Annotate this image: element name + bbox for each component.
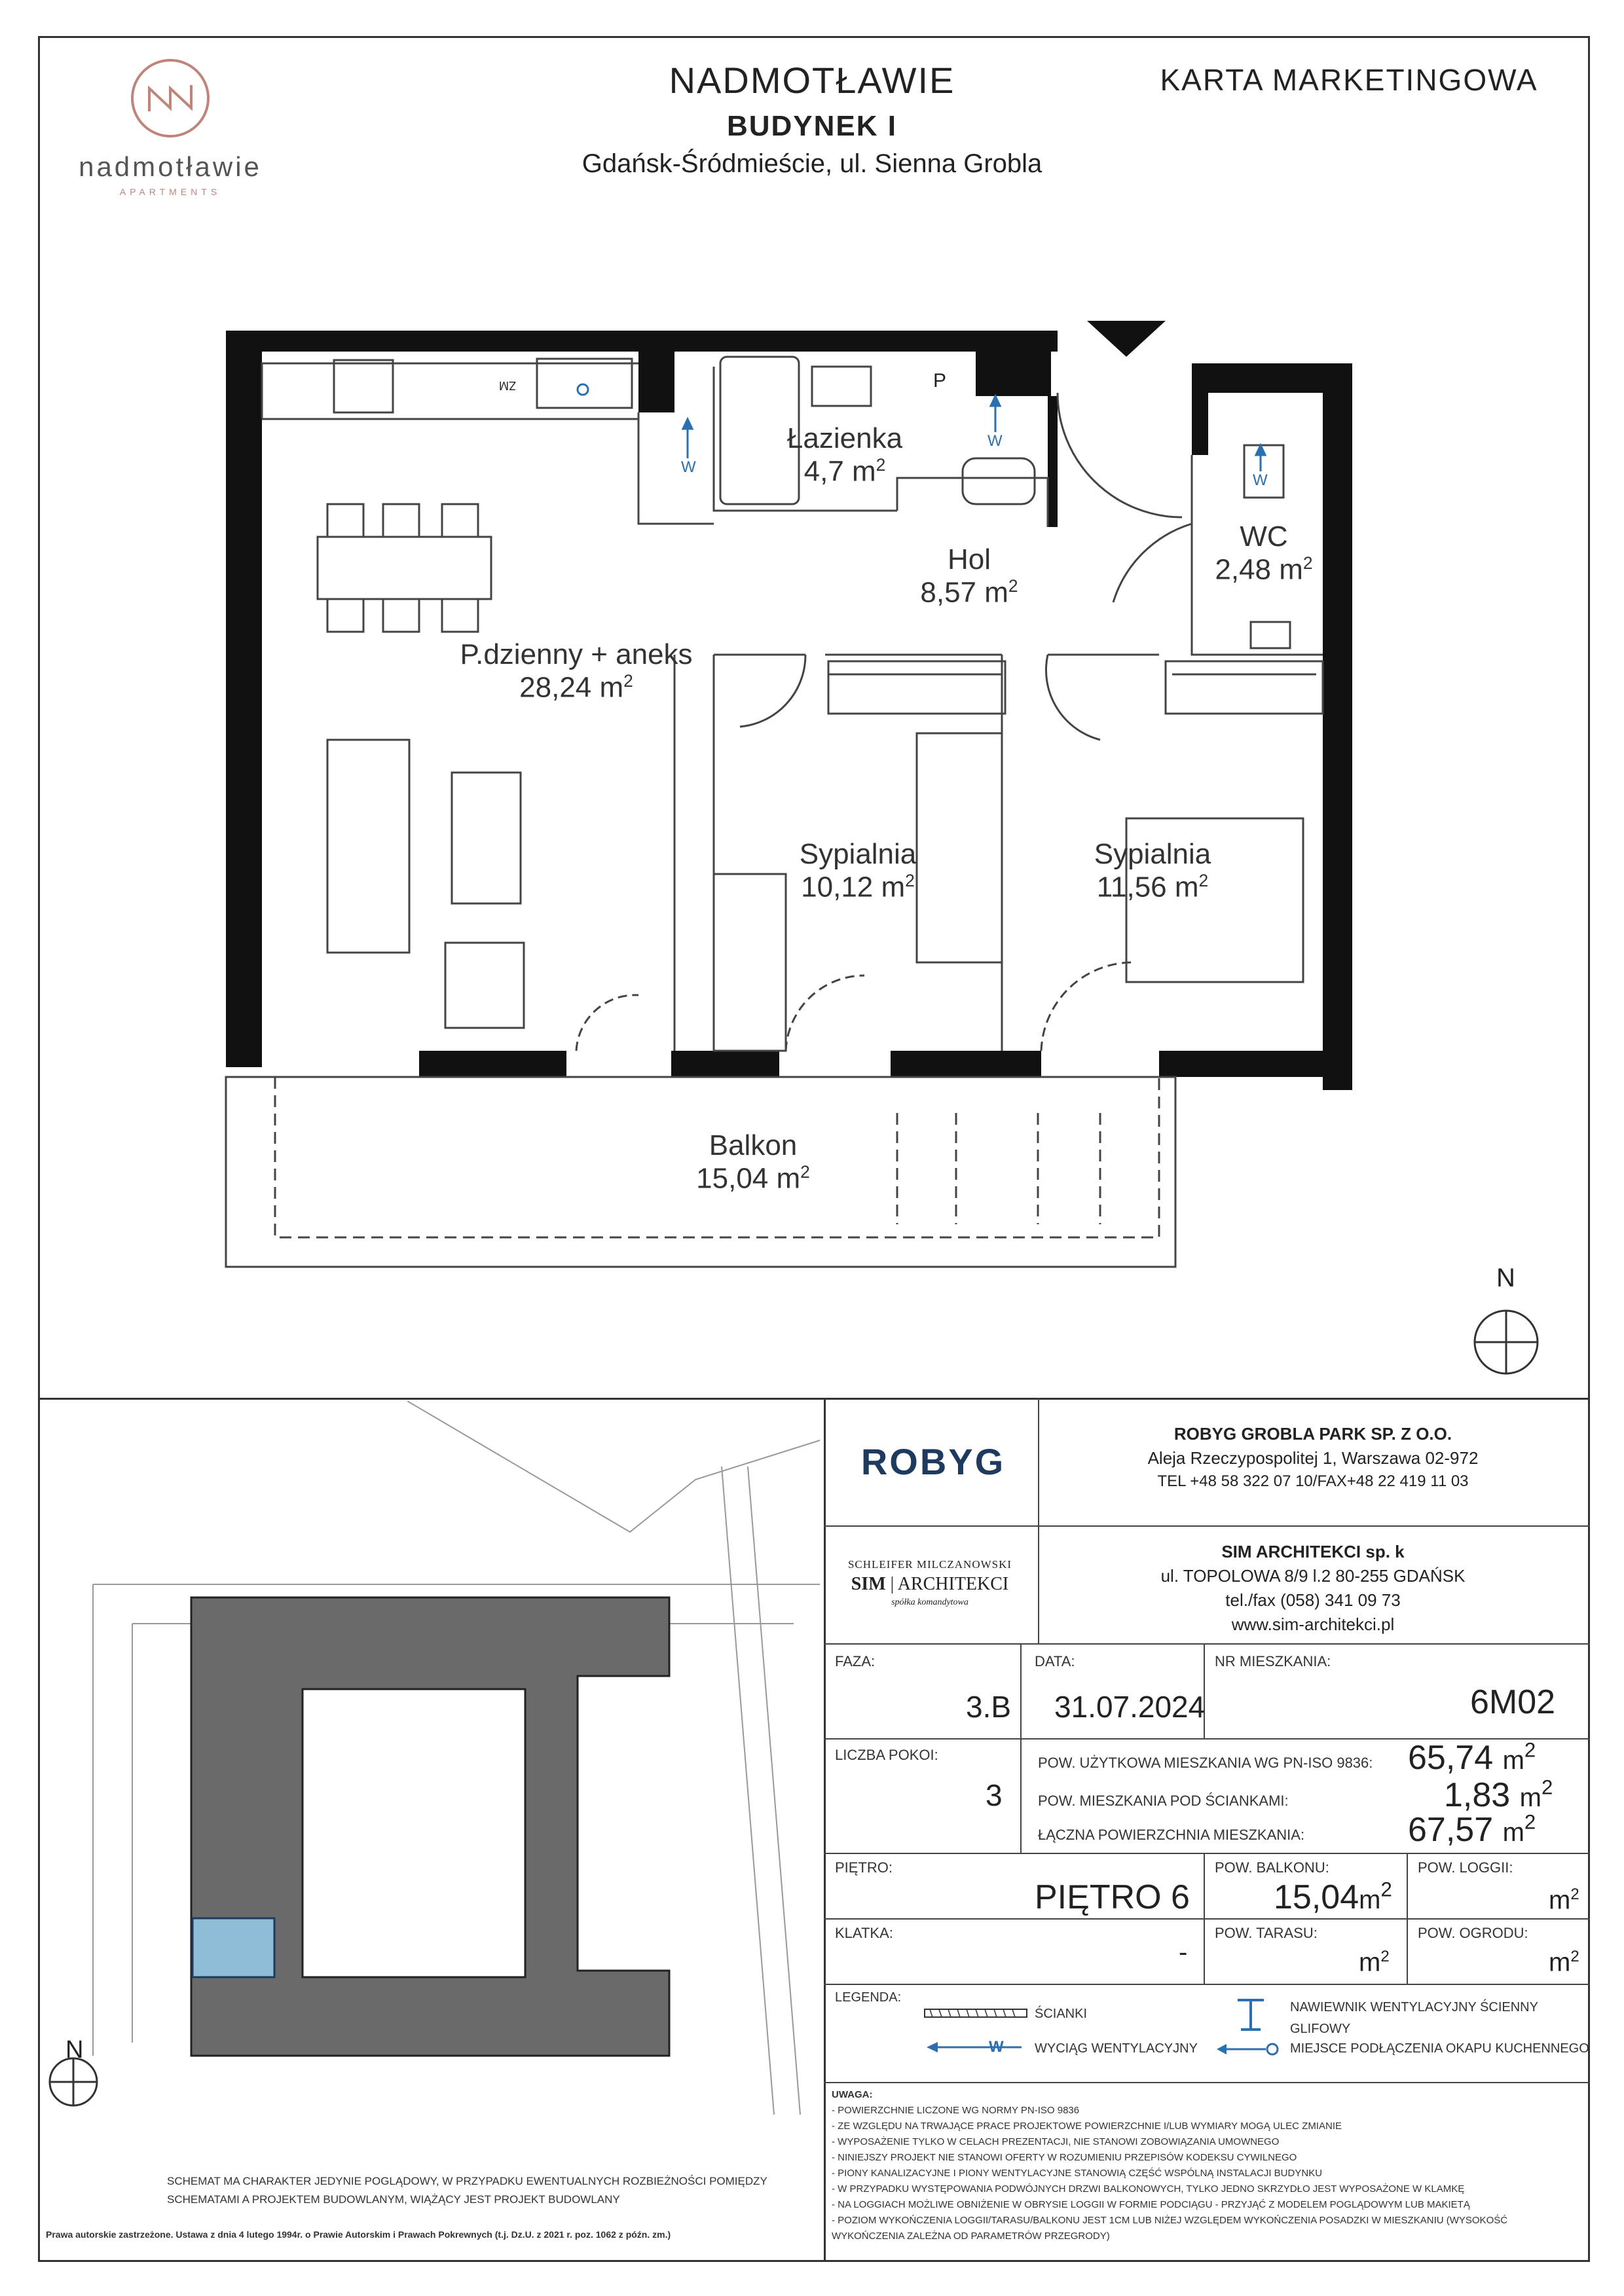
developer-name: ROBYG GROBLA PARK SP. Z O.O. [1173, 1424, 1452, 1444]
pow-uzyt-value: 65,74 $m^2$ [1408, 1738, 1536, 1777]
room-area: 4,7 $m^2$ [803, 455, 886, 488]
taras-unit: $m^2$ [1359, 1948, 1390, 1977]
project-address: Gdańsk-Śródmieście, ul. Sienna Grobla [581, 149, 1043, 178]
developer-address: Aleja Rzeczypospolitej 1, Warszawa 02-972 [1147, 1448, 1479, 1468]
room-area: 8,57 $m^2$ [920, 576, 1018, 609]
room-area: 10,12 $m^2$ [801, 871, 915, 903]
building-title: BUDYNEK I [726, 110, 898, 142]
site-north-label: N [65, 2036, 84, 2064]
pow-scianki-value: 1,83 $m^2$ [1444, 1776, 1553, 1814]
architect-logo [832, 1558, 1028, 1608]
vent-w-mark: W [987, 432, 1003, 450]
pow-laczna-label: ŁĄCZNA POWIERZCHNIA MIESZKANIA: [1038, 1827, 1305, 1843]
wall [891, 1051, 1041, 1077]
wall [1192, 363, 1342, 393]
pow-scianki-label: POW. MIESZKANIA POD ŚCIANKAMI: [1038, 1793, 1289, 1809]
developer-logo: ROBYG [860, 1441, 1006, 1482]
note-line: - POZIOM WYKOŃCZENIA LOGGII/TARASU/BALKONU JEST 1CM LUB NIŻEJ WZGLĘDEM WYKOŃCZENIA POSADZKI W MIESZKANIU (WYSOKOŚĆ [832, 2215, 1508, 2226]
copyright: Prawa autorskie zastrzeżone. Ustawa z dnia 4 lutego 1994r. o Prawie Autorskim i Prawach Pokrewnych (t.j. Dz.U. z 2021 r. poz. 1062 z późn. zm.) [46, 2229, 671, 2240]
developer-phone: TEL +48 58 322 07 10/FAX+48 22 419 11 03 [1157, 1472, 1469, 1490]
room-hol [871, 543, 1067, 610]
pow-laczna-value: 67,57 $m^2$ [1408, 1810, 1536, 1849]
ventilation-arrow-icon [923, 2039, 1028, 2055]
notes-block [832, 2087, 1585, 2244]
loggia-label: POW. LOGGII: [1418, 1859, 1513, 1876]
legend-nawiewnik: NAWIEWNIK WENTYLACYJNY ŚCIENNY GLIFOWY [1290, 2000, 1538, 2036]
balkon-value: $15,04m^2$ [1274, 1878, 1392, 1916]
architect-logo-top: SCHLEIFER MILCZANOWSKI [847, 1558, 1012, 1571]
room-area: 15,04 $m^2$ [696, 1162, 810, 1195]
wall [419, 1051, 566, 1077]
air-vent-icon [1234, 1997, 1267, 2036]
legend-okap: MIEJSCE PODŁĄCZENIA OKAPU KUCHENNEGO [1290, 2041, 1589, 2056]
top-section-divider [38, 1398, 1590, 1400]
klatka-label: KLATKA: [835, 1925, 893, 1941]
fridge-mark: ZM [499, 379, 516, 392]
notes-title: UWAGA: [832, 2089, 873, 2100]
architect-web: www.sim-architekci.pl [1231, 1614, 1395, 1634]
room-lazienka [740, 422, 950, 488]
room-area: 11,56 $m^2$ [1096, 871, 1209, 903]
wall [638, 347, 674, 412]
note-line: - NINIEJSZY PROJEKT NIE STANOWI OFERTY W ROZUMIENIU PRZEPISÓW KODEKSU CYWILNEGO [832, 2152, 1297, 2163]
note-line: - POWIERZCHNIE LICZONE WG NORMY PN-ISO 9836 [832, 2105, 1080, 2116]
room-name: Balkon [709, 1129, 798, 1161]
nr-label: NR MIESZKANIA: [1215, 1653, 1331, 1669]
note-line: - ZE WZGLĘDU NA TRWAJĄCE PRACE PROJEKTOWE POWIERZCHNIE I/LUB WYMIARY MOGĄ ULEC ZMIANIE [832, 2121, 1342, 2132]
entrance-arrow-icon [1087, 321, 1166, 357]
pietro-label: PIĘTRO: [835, 1859, 893, 1876]
room-name: Sypialnia [1094, 838, 1211, 870]
legend-scianki: ŚCIANKI [1035, 2007, 1088, 2021]
note-line: - WYPOSAŻENIE TYLKO W CELACH PREZENTACJI, NIE STANOWI ZOBOWIĄZANIA UMOWNEGO [832, 2136, 1280, 2147]
room-name: Sypialnia [799, 838, 917, 870]
pow-uzyt-label: POW. UŻYTKOWA MIESZKANIA WG PN-ISO 9836: [1038, 1755, 1373, 1771]
nr-value: 6M02 [1470, 1683, 1556, 1721]
room-balkon [655, 1129, 851, 1195]
architect-address: ul. TOPOLOWA 8/9 l.2 80-255 GDAŃSK [1160, 1566, 1466, 1586]
logo-sub: APARTMENTS [119, 187, 221, 197]
site-key-plan [41, 1401, 821, 2115]
room-sypialnia-2 [1054, 838, 1251, 904]
room-name: Łazienka [786, 422, 903, 454]
legend-wyciag: WYCIĄG WENTYLACYJNY [1035, 2041, 1198, 2056]
architect-logo-bottom: spółka komandytowa [891, 1597, 969, 1607]
architect-info [1048, 1542, 1578, 1635]
room-name: P.dzienny + aneks [460, 638, 693, 670]
note-line: - W PRZYPADKU WYSTĘPOWANIA PODWÓJNYCH DRZWI BALKONOWYCH, TYLKO JEDNO SKRZYDŁO JEST WYPOSAŻONE W KLAMKĘ [832, 2183, 1465, 2195]
wall [226, 655, 262, 766]
room-name: Hol [947, 543, 991, 575]
logo-name: nadmotławie [79, 151, 262, 182]
north-symbol-icon [50, 2058, 97, 2105]
apartment-highlight [193, 1918, 274, 1977]
room-sypialnia-1 [760, 838, 956, 904]
ogrod-unit: $m^2$ [1549, 1948, 1579, 1977]
room-name: WC [1240, 520, 1288, 553]
klatka-value: - [1179, 1938, 1188, 1967]
hood-connection-icon [1215, 2041, 1280, 2057]
parking-mark: P [933, 370, 947, 392]
wall-hatch-icon [923, 2007, 1028, 2020]
north-label: N [1496, 1264, 1515, 1292]
room-wc [1179, 520, 1349, 587]
vent-w-mark: W [1253, 471, 1268, 489]
project-title: NADMOTŁAWIE [669, 60, 955, 101]
taras-label: POW. TARASU: [1215, 1925, 1318, 1941]
developer-info [1048, 1424, 1578, 1491]
data-value: 31.07.2024 [1054, 1690, 1206, 1724]
note-line: - NA LOGGIACH MOŻLIWE OBNIŻENIE W OBRYSIE LOGGII W FORMIE PODCIĄGU - PRZYJĄĆ Z MODELEM POGLĄDOWYM LUB MAKIETĄ [832, 2199, 1470, 2210]
architect-name: SIM ARCHITEKCI sp. k [1221, 1542, 1405, 1561]
north-symbol-icon [1475, 1311, 1538, 1374]
architect-phone: tel./fax (058) 341 09 73 [1225, 1590, 1401, 1610]
wall [976, 347, 1051, 396]
faza-label: FAZA: [835, 1653, 876, 1669]
wall [1192, 363, 1208, 455]
note-line: - PIONY KANALIZACYJNE I PIONY WENTYLACYJNE STANOWIĄ CZĘŚĆ WSPÓLNĄ INSTALACJI BUDYNKU [832, 2168, 1323, 2179]
wall [1159, 1051, 1352, 1077]
wall [1048, 396, 1058, 527]
balkon-label: POW. BALKONU: [1215, 1859, 1329, 1876]
architect-logo-main: SIM | ARCHITEKCI [851, 1574, 1009, 1594]
data-label: DATA: [1035, 1653, 1075, 1669]
room-area: 2,48 $m^2$ [1215, 553, 1313, 586]
bottom-section-divider [824, 1398, 826, 2262]
room-dzienny [426, 638, 727, 704]
disclaimer: SCHEMAT MA CHARAKTER JEDYNIE POGLĄDOWY, W PRZYPADKU EWENTUALNYCH ROZBIEŻNOŚCI POMIĘDZY SCHEMATAMI A PROJEKTEM BUDOWLANYM, WIĄŻĄCY JEST PROJEKT BUDOWLANY [167, 2175, 767, 2206]
wall [1323, 363, 1352, 1090]
legend-w-mark: W [989, 2038, 1004, 2056]
legend-title: LEGENDA: [835, 1990, 902, 2005]
pokoje-label: LICZBA POKOI: [835, 1747, 938, 1763]
loggia-unit: $m^2$ [1549, 1886, 1579, 1915]
pietro-value: PIĘTRO 6 [1035, 1878, 1190, 1916]
wall [671, 1051, 779, 1077]
note-line: WYKOŃCZENIA ZALEŻNA OD PARAMETRÓW PRZEGRODY) [832, 2231, 1110, 2242]
room-area: 28,24 $m^2$ [519, 671, 633, 704]
ogrod-label: POW. OGRODU: [1418, 1925, 1528, 1941]
card-title: KARTA MARKETINGOWA [1160, 63, 1538, 97]
vent-w-mark: W [681, 458, 696, 476]
pokoje-value: 3 [986, 1778, 1003, 1812]
faza-value: 3.B [966, 1690, 1012, 1724]
